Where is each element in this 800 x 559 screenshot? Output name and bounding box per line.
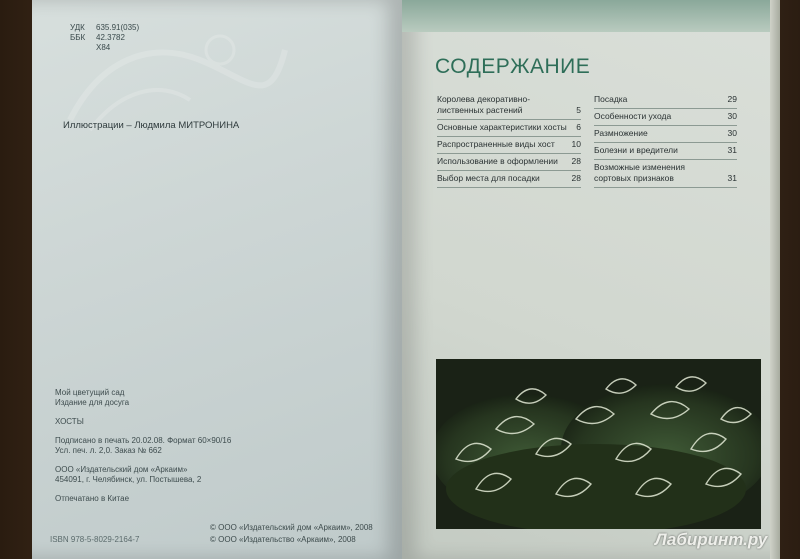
hosta-leaves-icon (436, 359, 761, 529)
bib-row (70, 33, 139, 43)
bib-row (70, 43, 139, 53)
bibliographic-block (70, 23, 139, 53)
toc-title: СОДЕРЖАНИЕ (435, 55, 591, 78)
toc-column-left (437, 92, 581, 188)
header-band (402, 0, 770, 32)
copyright-line: © ООО «Издательский дом «Аркаим», 2008 (210, 523, 373, 532)
toc-entry-page: 10 (571, 139, 581, 149)
toc-entry-page: 30 (727, 128, 737, 138)
toc-entry (594, 126, 737, 143)
toc-entry (437, 171, 581, 188)
toc-entry-title: Выбор места для посадки (437, 173, 540, 183)
toc-entry-page: 6 (576, 122, 581, 132)
bib-row (70, 23, 139, 33)
bib-value: 42.3782 (96, 33, 125, 42)
toc-entry-title: Посадка (594, 94, 628, 104)
toc-entry (594, 143, 737, 160)
toc-entry-title: Размножение (594, 128, 648, 138)
toc-entry (437, 137, 581, 154)
bib-value: Х84 (96, 43, 111, 52)
toc-entry-title: Основные характеристики хосты (437, 122, 567, 132)
imprint-block (55, 388, 355, 504)
toc-entry (437, 120, 581, 137)
series-name: Мой цветущий сад (55, 388, 125, 397)
toc-entry-page: 31 (727, 145, 737, 155)
copyright-block (210, 522, 373, 546)
bib-code: УДК (70, 23, 85, 32)
toc-entry-page: 5 (576, 105, 581, 115)
toc-entry (594, 160, 737, 188)
hosta-photo (436, 359, 761, 529)
toc-column-right (594, 92, 737, 188)
toc-entry (437, 154, 581, 171)
bib-value: 635.91(035) (96, 23, 140, 32)
toc-entry-title: Королева декоративно-лиственных растений (437, 94, 531, 115)
toc-entry-page: 31 (727, 173, 737, 183)
toc-entry-page: 29 (727, 94, 737, 104)
print-info: Подписано в печать 20.02.08. Формат 60×90/16 (55, 436, 232, 445)
bib-code (70, 43, 84, 53)
toc-entry-page: 30 (727, 111, 737, 121)
toc-entry-title: Использование в оформлении (437, 156, 558, 166)
toc-entry-title: Болезни и вредители (594, 145, 678, 155)
illustrations-credit: Иллюстрации – Людмила МИТРОНИНА (63, 120, 240, 131)
edition-type: Издание для досуга (55, 398, 130, 407)
toc-entry-title: Возможные изменения сортовых признаков (594, 162, 685, 183)
toc-entry-title: Распространенные виды хост (437, 139, 555, 149)
print-info: Усл. печ. л. 2,0. Заказ № 662 (55, 446, 162, 455)
page-edge (770, 0, 780, 559)
publisher-name: ООО «Издательский дом «Аркаим» (55, 465, 188, 474)
publisher-address: 454091, г. Челябинск, ул. Постышева, 2 (55, 475, 202, 484)
book-title: ХОСТЫ (55, 417, 84, 426)
toc-entry (594, 92, 737, 109)
toc-entry-title: Особенности ухода (594, 111, 672, 121)
printed-in: Отпечатано в Китае (55, 494, 130, 503)
bib-code: ББК (70, 33, 86, 42)
toc-entry (594, 109, 737, 126)
isbn: ISBN 978-5-8029-2164-7 (50, 535, 140, 544)
toc-entry (437, 92, 581, 120)
copyright-line: © ООО «Издательство «Аркаим», 2008 (210, 535, 356, 544)
toc-entry-page: 28 (571, 173, 581, 183)
toc-entry-page: 28 (571, 156, 581, 166)
watermark-logo: Лабиринт.ру (655, 530, 768, 549)
